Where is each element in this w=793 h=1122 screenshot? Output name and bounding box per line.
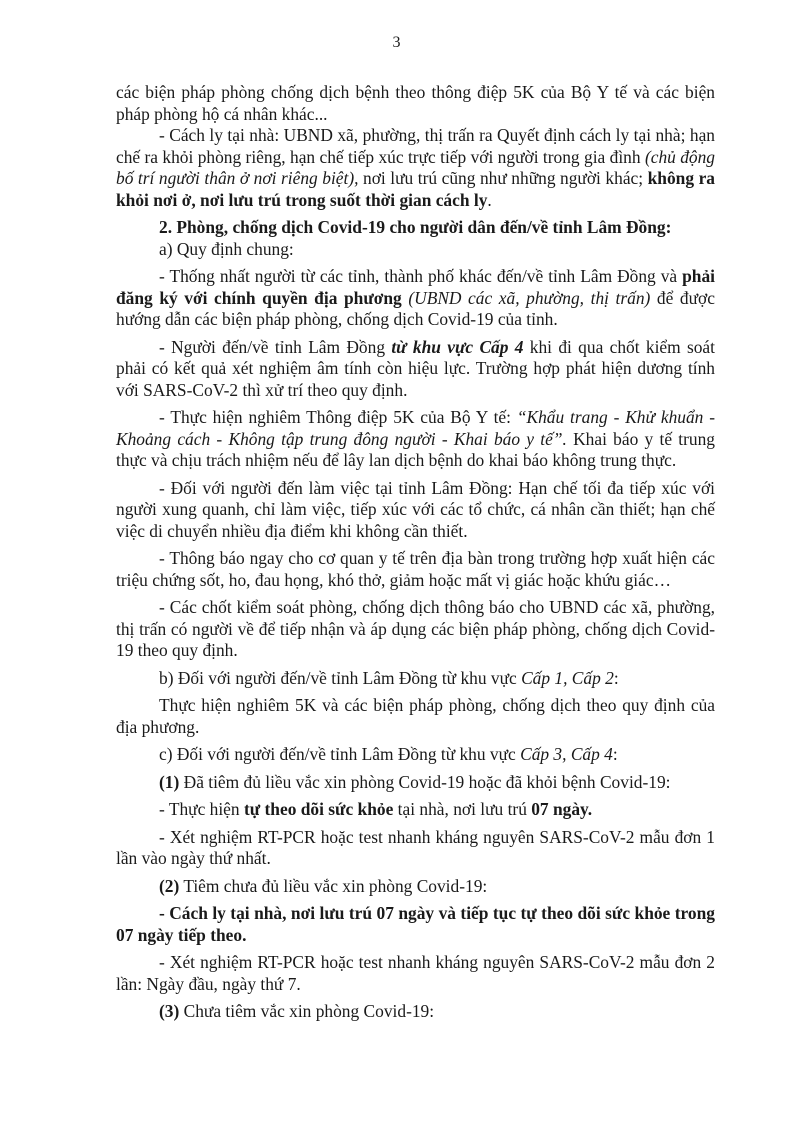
case-1-heading: (1) Đã tiêm đủ liều vắc xin phòng Covid-19 hoặc đã khỏi bệnh Covid-19: (159, 771, 671, 792)
subheading-a: a) Quy định chung: (159, 238, 294, 259)
subheading-c: c) Đối với người đến/về tỉnh Lâm Đồng từ khu vực Cấp 3, Cấp 4: (159, 744, 618, 764)
paragraph-symptoms: - Thông báo ngay cho cơ quan y tế trên địa bàn trong trường hợp xuất hiện các triệu chứng sốt, ho, đau họng, khó thở, giảm hoặc mất vị giác hoặc khứu giác… (116, 548, 715, 590)
paragraph-level4-test: - Người đến/về tỉnh Lâm Đồng từ khu vực Cấp 4 khi đi qua chốt kiểm soát phải có kết quả xét nghiệm âm tính còn hiệu lực. Trường hợp phát hiện dương tính với SARS-CoV-2 thì xử trí theo quy định. (116, 336, 715, 400)
page-number: 3 (392, 34, 401, 51)
case-2-isolation: - Cách ly tại nhà, nơi lưu trú 07 ngày và tiếp tục tự theo dõi sức khỏe trong 07 ngày tiếp theo. (116, 903, 715, 945)
case-1-testing: - Xét nghiệm RT-PCR hoặc test nhanh kháng nguyên SARS-CoV-2 mẫu đơn 1 lần vào ngày thứ nhất. (116, 826, 715, 868)
paragraph-checkpoints: - Các chốt kiểm soát phòng, chống dịch thông báo cho UBND các xã, phường, thị trấn có người về để tiếp nhận và áp dụng các biện pháp phòng, chống dịch Covid-19 theo quy định. (116, 597, 715, 660)
paragraph-workers: - Đối với người đến làm việc tại tỉnh Lâm Đồng: Hạn chế tối đa tiếp xúc với người xung quanh, chỉ làm việc, tiếp xúc với các tổ chức, cá nhân cần thiết; hạn chế việc di chuyển nhiều địa điểm khi không cần thiết. (116, 477, 715, 541)
document-body (116, 82, 715, 1023)
paragraph-5k-measures: các biện pháp phòng chống dịch bệnh theo thông điệp 5K của Bộ Y tế và các biện pháp phòng hộ cá nhân khác... (116, 82, 715, 124)
case-3-heading: (3) Chưa tiêm vắc xin phòng Covid-19: (159, 1001, 435, 1021)
paragraph-5k-message: - Thực hiện nghiêm Thông điệp 5K của Bộ Y tế: “Khẩu trang - Khử khuẩn - Khoảng cách - Không tập trung đông người - Khai báo y tế”. Khai báo y tế trung thực và chịu trách nhiệm nếu để lây lan dịch bệnh do khai báo không trung thực. (116, 407, 716, 470)
subheading-b: b) Đối với người đến/về tỉnh Lâm Đồng từ khu vực Cấp 1, Cấp 2: (159, 667, 619, 688)
case-2-testing: - Xét nghiệm RT-PCR hoặc test nhanh kháng nguyên SARS-CoV-2 mẫu đơn 2 lần: Ngày đầu, ngày thứ 7. (116, 952, 715, 994)
paragraph-registration: - Thống nhất người từ các tỉnh, thành phố khác đến/về tỉnh Lâm Đồng và phải đăng ký với chính quyền địa phương (UBND các xã, phường, thị trấn) để được hướng dẫn các biện pháp phòng, chống dịch Covid-19 của tỉnh. (116, 266, 715, 329)
case-1-monitoring: - Thực hiện tự theo dõi sức khỏe tại nhà, nơi lưu trú 07 ngày. (159, 799, 593, 819)
paragraph-level1-2: Thực hiện nghiêm 5K và các biện pháp phòng, chống dịch theo quy định của địa phương. (116, 695, 715, 737)
section-heading-2: 2. Phòng, chống dịch Covid-19 cho người dân đến/về tỉnh Lâm Đồng: (159, 217, 672, 237)
case-2-heading: (2) Tiêm chưa đủ liều vắc xin phòng Covid-19: (159, 875, 488, 896)
paragraph-home-isolation: - Cách ly tại nhà: UBND xã, phường, thị trấn ra Quyết định cách ly tại nhà; hạn chế ra khỏi phòng riêng, hạn chế tiếp xúc trực tiếp với người trong gia đình (chủ động bố trí người thân ở nơi riêng biệt), nơi lưu trú cũng như những người khác; không ra khỏi nơi ở, nơi lưu trú trong suốt thời gian cách ly. (116, 125, 716, 210)
